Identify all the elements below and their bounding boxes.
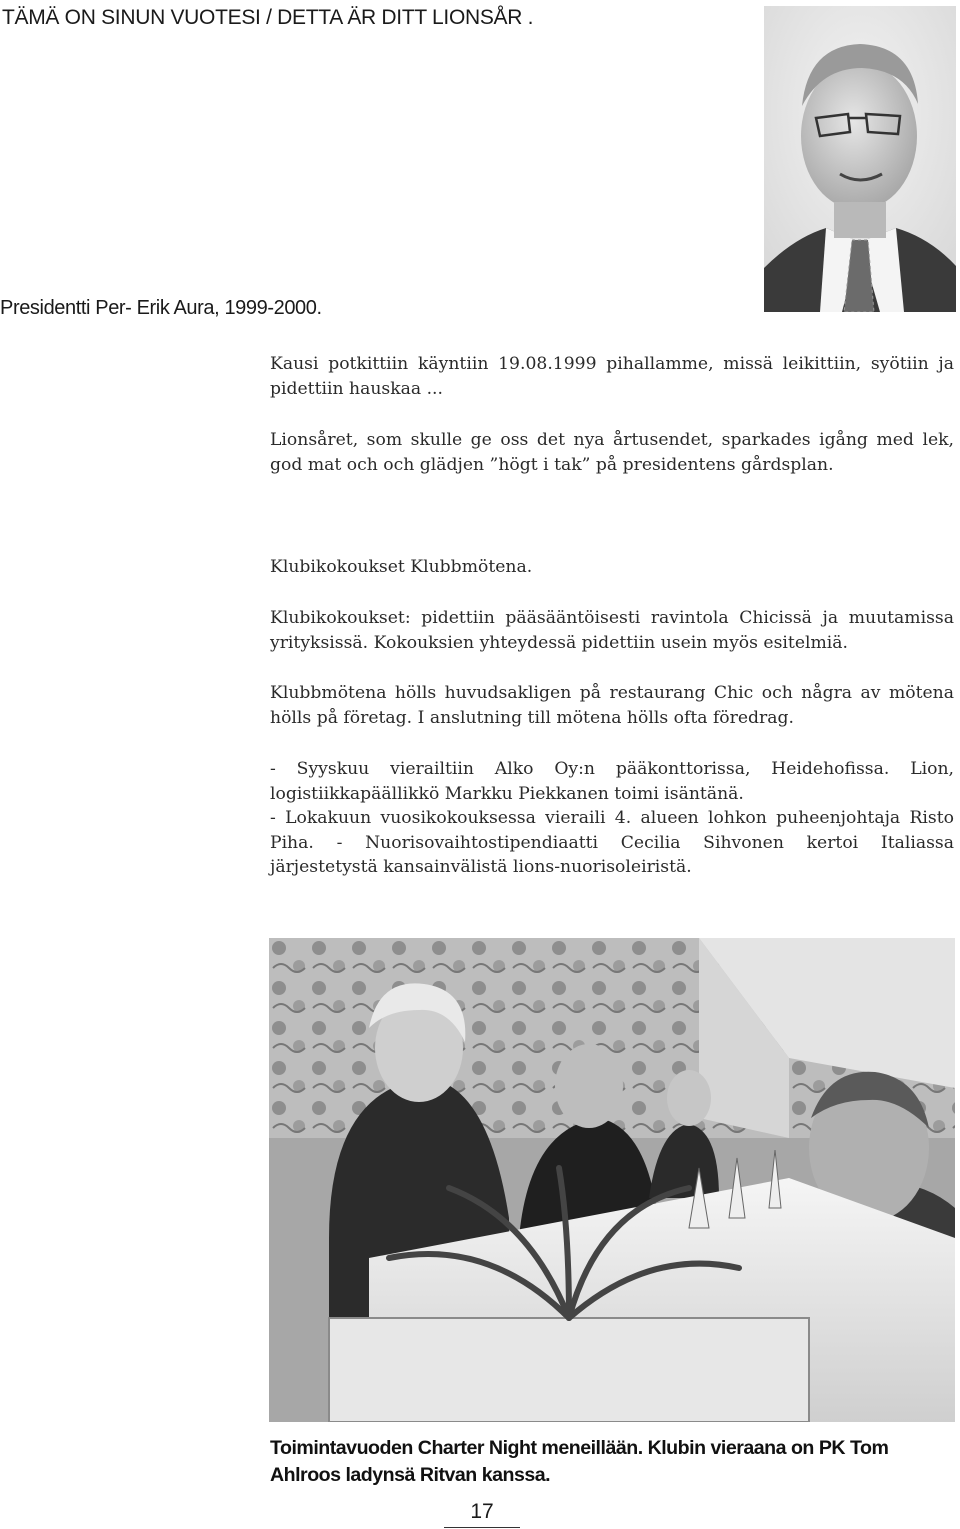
paragraph-kausi — [270, 352, 954, 401]
paragraph-kausi-text: Kausi potkittiin käyntiin 19.08.1999 pihallamme, missä leikittiin, syötiin ja pidettiin hauskaa ... — [270, 354, 954, 399]
paragraph-klubbmotena-text: Klubbmötena hölls huvudsakligen på restaurang Chic och några av mötena hölls på företag. I anslutning till mötena hölls ofta föredrag. — [270, 683, 954, 728]
president-portrait — [764, 6, 956, 312]
page-number: 17 — [444, 1497, 520, 1528]
page-header: TÄMÄ ON SINUN VUOTESI / DETTA ÄR DITT LIONSÅR . — [2, 6, 534, 29]
charter-night-photo — [269, 938, 955, 1422]
paragraph-lionsaret — [270, 428, 954, 477]
section-heading — [270, 555, 954, 580]
paragraph-lionsaret-text: Lionsåret, som skulle ge oss det nya årtusendet, sparkades igång med lek, god mat och och glädjen ”högt i tak” på presidentens gårdsplan. — [270, 430, 954, 475]
photo-caption: Toimintavuoden Charter Night meneillään. Klubin vieraana on PK Tom Ahlroos ladynsä Ritvan kanssa. — [270, 1437, 889, 1486]
paragraph-klubikokoukset — [270, 606, 954, 655]
portrait-caption: Presidentti Per- Erik Aura, 1999-2000. — [0, 297, 322, 319]
event-item: - Syyskuu vierailtiin Alko Oy:n pääkonttorissa, Heidehofissa. Lion, logistiikkapäällikkö Markku Piekkanen toimi isäntänä. — [270, 759, 954, 804]
event-item: - Lokakuun vuosikokouksessa vieraili 4. alueen lohkon puheenjohtaja Risto Piha. - Nuorisovaihtostipendiaatti Cecilia Sihvonen kertoi Italiassa järjestetystä kansainvälistä lions-nuorisoleiristä. — [270, 808, 954, 877]
paragraph-klubbmotena — [270, 681, 954, 730]
paragraph-klubikokoukset-text: Klubikokoukset: pidettiin pääsääntöisesti ravintola Chicissä ja muutamissa yrityksissä. Kokouksien yhteydessä pidettiin usein myös esitelmiä. — [270, 608, 954, 653]
section-heading-text: Klubikokoukset Klubbmötena. — [270, 557, 533, 577]
events-list — [270, 757, 954, 880]
